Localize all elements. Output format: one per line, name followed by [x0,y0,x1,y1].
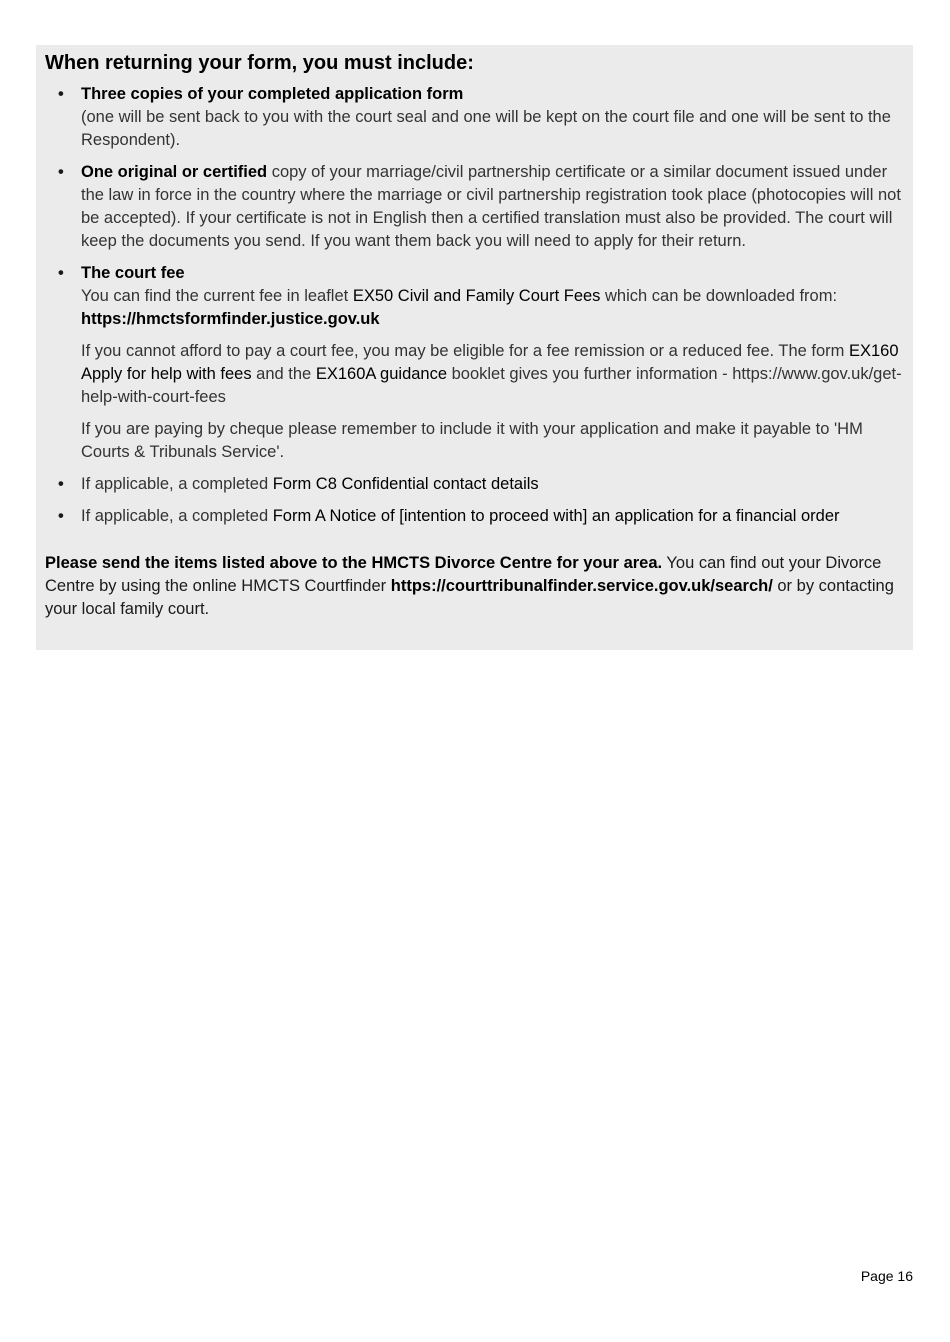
remission-paragraph [81,340,904,409]
list-item-form-a [45,505,904,528]
closing-text: or by contacting your local family court. [45,577,894,618]
remission-text: and the [251,365,316,383]
item-text: copy of your marriage/civil partnership certificate or a similar document issued under the law in force in the country where the marriage or civil partnership registration took place (photocopies will not be accepted). If your certificate is not in English then a certified translation must also be provided. The court will keep the documents you send. If you want them back you will need to apply for their return. [81,163,901,250]
closing-text: You can find out your Divorce Centre by using the online HMCTS Courtfinder [45,554,882,595]
fee-text: which can be downloaded from: [600,287,838,305]
page-number: Page 16 [860,1268,913,1284]
section-heading: When returning your form, you must include: [45,52,474,74]
item-text: If applicable, a completed [81,507,273,525]
list-item-certificate [45,161,904,253]
ex160a-link[interactable]: EX160A guidance [315,365,448,383]
item-title: The court fee [81,264,185,282]
item-title: One original or certified [81,163,268,181]
ex160-link[interactable]: EX160 Apply for help with fees [81,342,899,383]
closing-paragraph [45,552,904,621]
requirements-list [45,83,904,528]
ex50-link[interactable]: EX50 Civil and Family Court Fees [352,287,601,305]
list-item-c8 [45,473,904,496]
bullet-icon: • [58,264,64,282]
information-box [36,45,913,650]
cheque-paragraph: If you are paying by cheque please remember to include it with your application and make it payable to 'HM Courts & Tribunals Service'. [81,420,863,461]
bullet-icon: • [58,507,64,525]
form-c8-link[interactable]: Form C8 Confidential contact details [272,475,539,493]
item-title: Three copies of your completed application form [81,85,464,103]
formfinder-link[interactable]: https://hmctsformfinder.justice.gov.uk [81,310,380,328]
courtfinder-link[interactable]: https://courttribunalfinder.service.gov.uk/search/ [390,577,773,595]
list-item-copies [45,83,904,152]
list-item-court-fee [45,262,904,464]
bullet-icon: • [58,85,64,103]
fee-paragraph [81,285,904,331]
bullet-icon: • [58,475,64,493]
remission-text: booklet gives you further information - https://www.gov.uk/get-help-with-court-fees [81,365,902,406]
closing-bold: Please send the items listed above to the HMCTS Divorce Centre for your area. [45,554,663,572]
bullet-icon: • [58,163,64,181]
item-text: (one will be sent back to you with the court seal and one will be kept on the court file and one will be sent to the Respondent). [81,108,891,149]
fee-text: You can find the current fee in leaflet [81,287,353,305]
remission-text: If you cannot afford to pay a court fee, you may be eligible for a fee remission or a reduced fee. The form [81,342,849,360]
item-text: If applicable, a completed [81,475,273,493]
form-a-link[interactable]: Form A Notice of [intention to proceed with] an application for a financial order [272,507,840,525]
